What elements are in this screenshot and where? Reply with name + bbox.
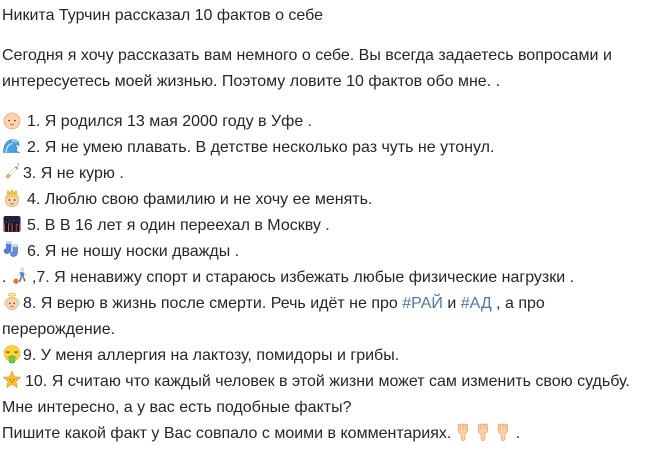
fact-item-3: [2, 161, 652, 187]
fact-prefix: .: [2, 269, 11, 286]
fact-text: 3. Я не курю .: [23, 165, 124, 182]
cigarette-emoji-icon: [2, 162, 22, 182]
cityscape-at-dusk-emoji-icon: [2, 214, 22, 234]
outro-cta-text: Пишите какой факт у Вас совпало с моими в комментариях.: [2, 425, 452, 442]
fact-item-8: [2, 291, 652, 343]
backhand-index-pointing-down-emoji-icon: [474, 423, 491, 442]
outro-cta-line: [2, 421, 652, 447]
fact-text: 2. Я не умею плавать. В детстве несколько раз чуть не утонул.: [27, 139, 495, 156]
post-intro: Сегодня я хочу рассказать вам немного о себе. Вы всегда задаетесь вопросами и интересуетесь моей жизнью. Поэтому ловите 10 фактов обо мне. .: [2, 47, 612, 90]
backhand-index-pointing-down-emoji-icon: [494, 423, 511, 442]
baby-face-emoji-icon: [2, 110, 22, 130]
water-wave-emoji-icon: [2, 136, 22, 156]
fact-text: , а про перерождение.: [2, 295, 545, 338]
fact-text: 9. У меня аллергия на лактозу, помидоры и грибы.: [23, 347, 400, 364]
facts-list: [2, 109, 652, 395]
fact-text: 5. В В 16 лет я один переехал в Москву .: [27, 217, 330, 234]
fact-item-4: [2, 187, 652, 213]
baby-angel-emoji-icon: [2, 292, 22, 312]
fact-item-1: [2, 109, 652, 135]
fact-text: ,7. Я ненавижу спорт и стараюсь избежать любые физические нагрузки .: [31, 269, 575, 286]
post-title: Никита Турчин рассказал 10 фактов о себе: [2, 7, 324, 24]
fact-text: 10. Я считаю что каждый человек в этой жизни может сам изменить свою судьбу.: [25, 373, 630, 390]
fact-item-2: [2, 135, 652, 161]
fact-item-5: [2, 213, 652, 239]
fact-item-6: [2, 239, 652, 265]
hashtag-ad-link[interactable]: #АД: [460, 295, 492, 312]
fact-text: 8. Я верю в жизнь после смерти. Речь идёт не про: [23, 295, 403, 312]
fact-text: 6. Я не ношу носки дважды .: [27, 243, 240, 260]
post: [2, 3, 652, 447]
hashtag-ray-link[interactable]: #РАЙ: [402, 295, 443, 312]
fact-text: 4. Люблю свою фамилию и не хочу ее менять.: [27, 191, 373, 208]
fact-text: 1. Я родился 13 мая 2000 году в Уфе .: [27, 113, 313, 130]
vomiting-face-emoji-icon: [2, 344, 22, 364]
fact-item-7: [2, 265, 652, 291]
backhand-index-pointing-down-emoji-icon: [454, 423, 471, 442]
post-footer: [2, 395, 652, 447]
socks-emoji-icon: [2, 240, 22, 260]
outro-question: Мне интересно, а у вас есть подобные факты?: [2, 399, 352, 416]
fact-text: и: [442, 295, 461, 312]
basketball-player-emoji-icon: [11, 266, 31, 286]
fact-item-10: [2, 369, 652, 395]
glowing-star-emoji-icon: [2, 370, 22, 390]
fact-item-9: [2, 343, 652, 369]
prince-emoji-icon: [2, 188, 22, 208]
outro-tail: .: [511, 425, 521, 442]
